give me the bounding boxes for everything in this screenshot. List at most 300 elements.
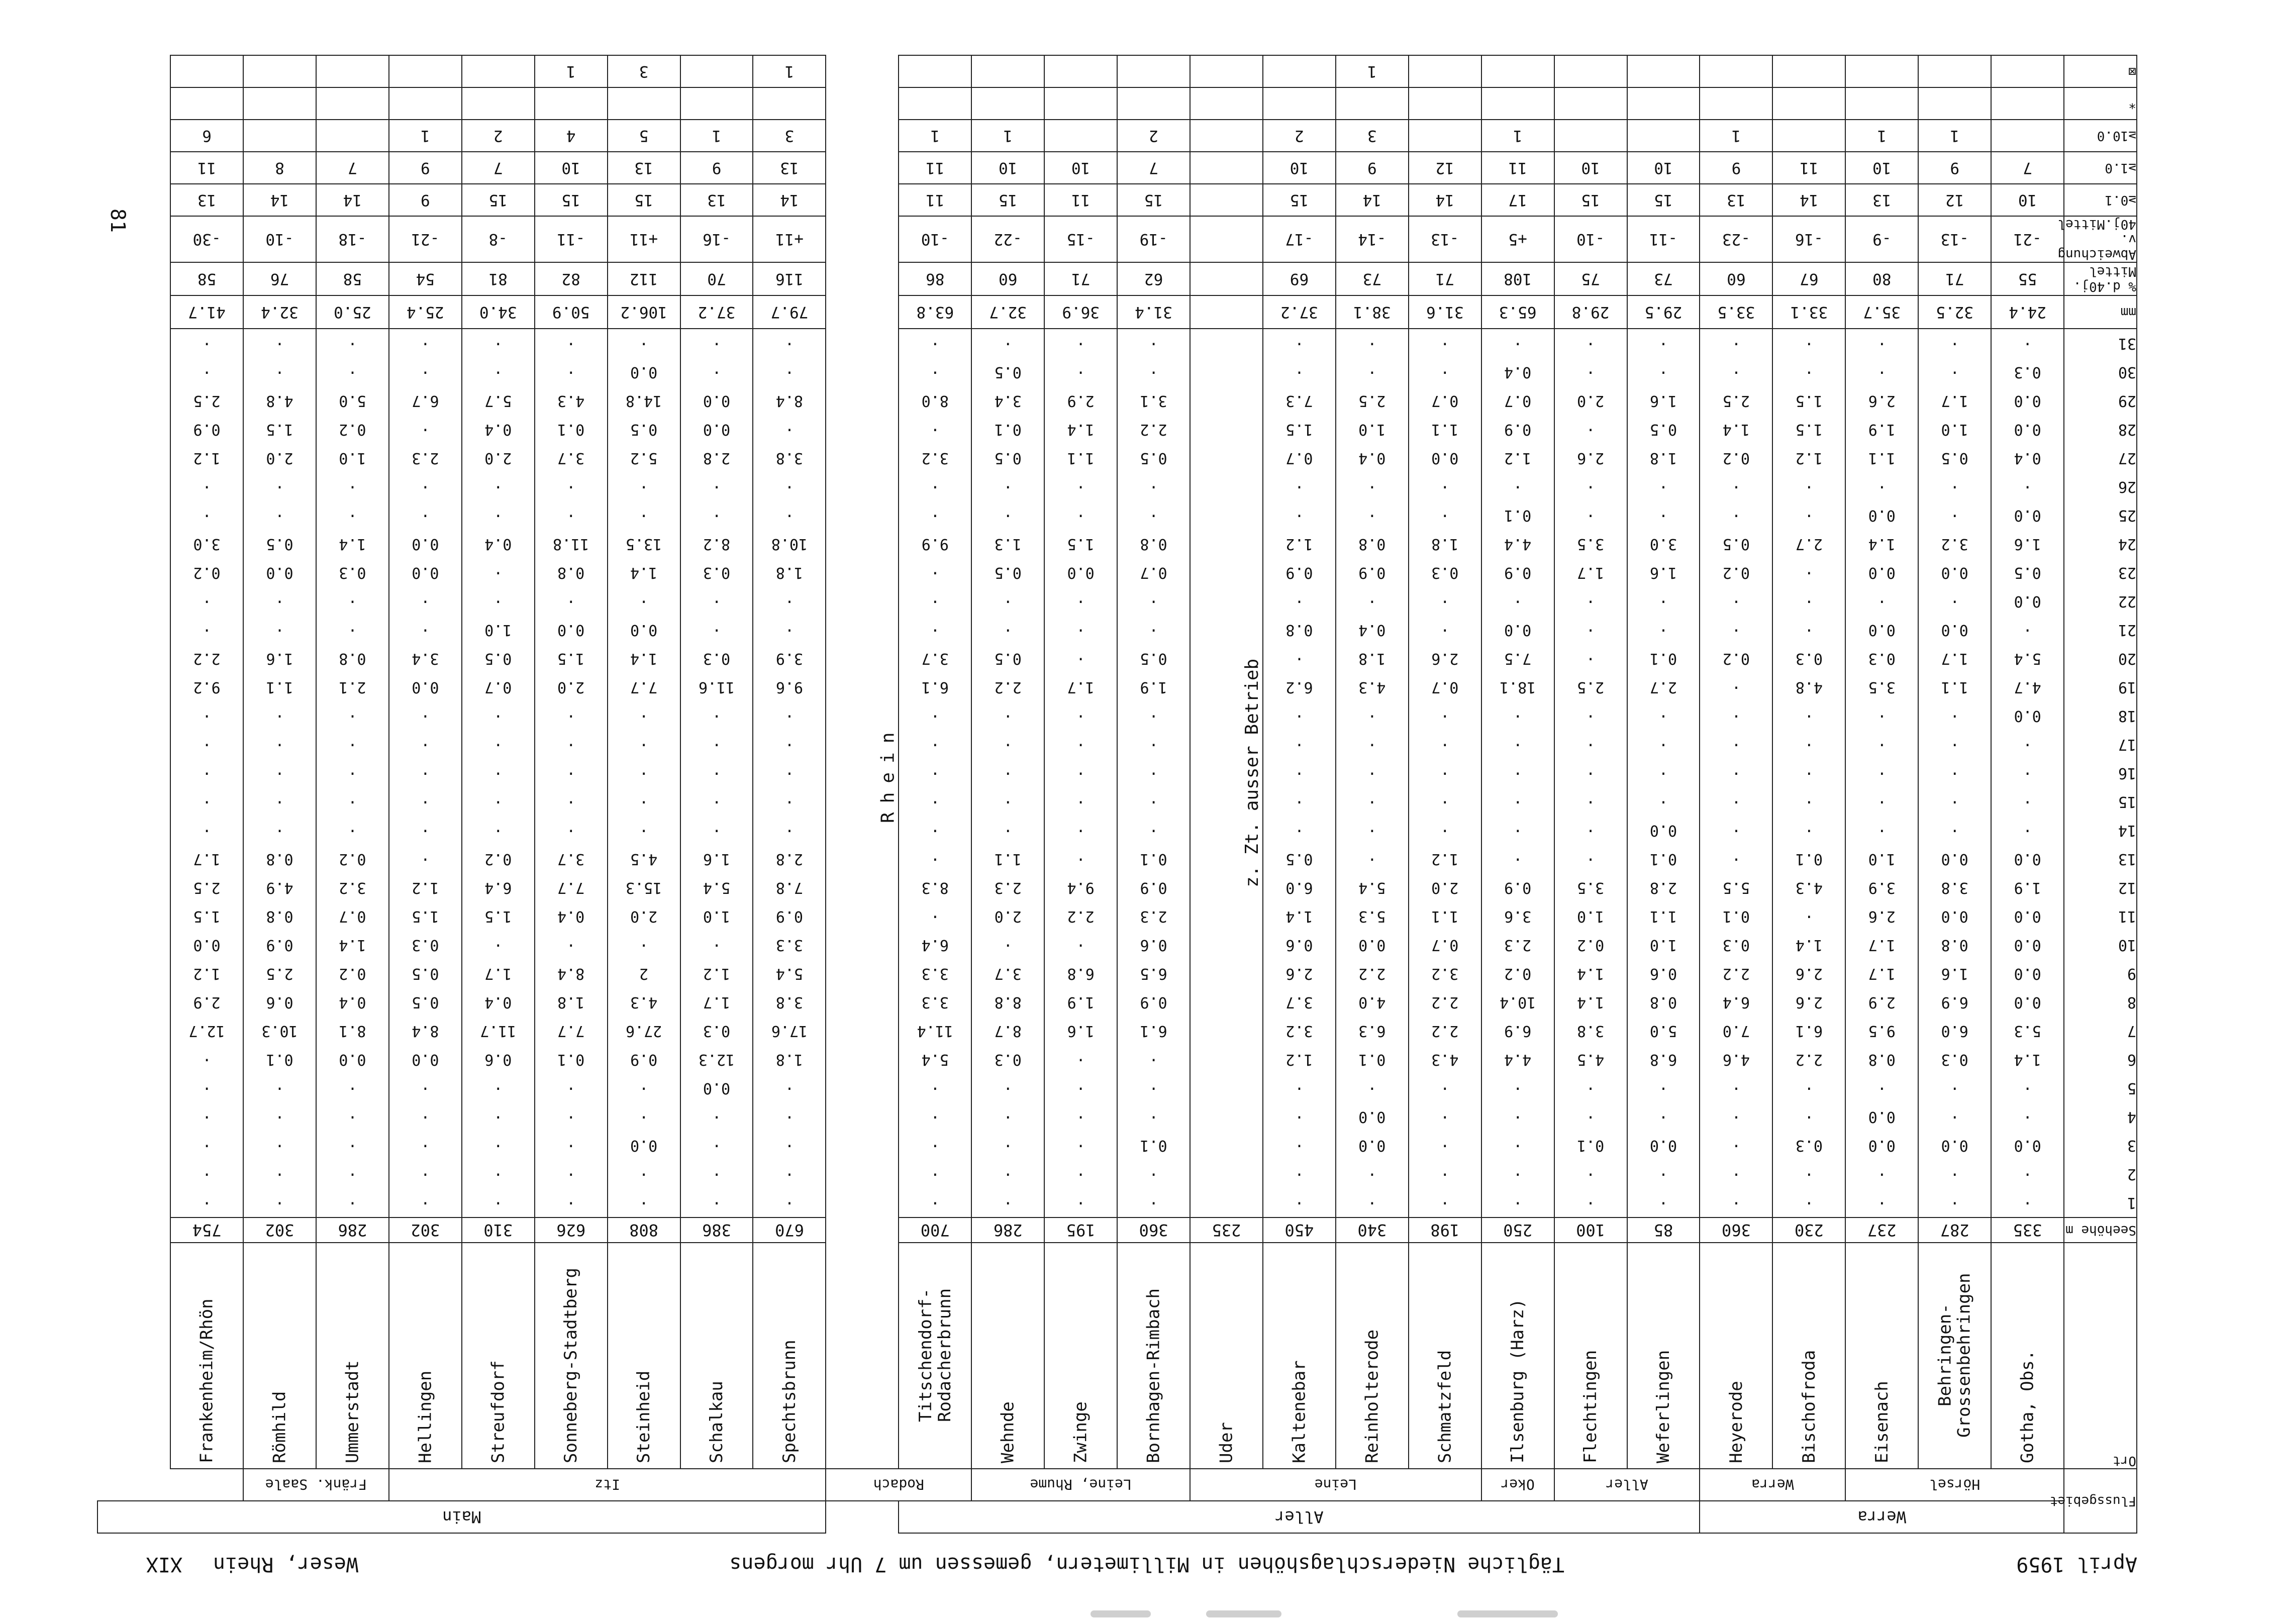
daily-value: 1.6 — [266, 650, 293, 667]
daily-value: 1.1 — [1868, 449, 1896, 467]
daily-value: · — [493, 1165, 503, 1183]
days-ge-10-0-value: 2 — [1263, 120, 1336, 152]
daily-value: · — [1003, 592, 1013, 610]
daily-value: · — [712, 506, 722, 524]
daily-value: 2.6 — [1868, 392, 1896, 410]
daily-value: · — [1076, 478, 1085, 495]
daily-value: 0.0 — [339, 1051, 366, 1068]
daily-value: 1.2 — [1285, 535, 1313, 553]
daily-value: 2.0 — [266, 449, 293, 467]
daily-value: 1.0 — [1941, 421, 1968, 438]
daily-value: · — [493, 478, 503, 495]
rhein-gap — [826, 329, 899, 1217]
daily-value: · — [784, 478, 794, 495]
station-elevation: 237 — [1845, 1217, 1918, 1243]
daily-value: · — [1658, 793, 1668, 810]
daily-value: · — [930, 793, 940, 810]
daily-value: 1.7 — [1868, 936, 1896, 954]
daily-value: 1.0 — [1649, 936, 1677, 954]
daily-value: · — [1804, 478, 1814, 495]
days-ice-value — [680, 55, 753, 87]
daily-value: · — [1076, 936, 1085, 954]
daily-value: · — [1440, 478, 1450, 495]
daily-value: 0.0 — [630, 363, 658, 381]
daily-value: 0.7 — [1431, 678, 1459, 696]
daily-value: 0.4 — [484, 421, 512, 438]
daily-value: 0.1 — [266, 1051, 293, 1068]
days-ice-value — [170, 55, 243, 87]
daily-value: 1.5 — [1285, 421, 1313, 438]
monthly-sum-value: 33.1 — [1772, 295, 1845, 329]
daily-value: 0.3 — [339, 564, 366, 581]
daily-value: 1.5 — [412, 907, 439, 925]
daily-value: · — [1586, 1108, 1596, 1126]
daily-value: · — [566, 335, 576, 352]
daily-value: · — [1367, 506, 1377, 524]
days-ge-0-1-value: 13 — [680, 184, 753, 216]
days-ge-1-0-value: 10 — [1627, 152, 1700, 184]
rhein-gap — [826, 1243, 899, 1469]
daily-value: · — [784, 736, 794, 753]
daily-value: 8.4 — [775, 392, 804, 410]
daily-value: 1.4 — [1067, 421, 1095, 438]
daily-value: 0.5 — [266, 535, 293, 553]
daily-value: · — [1731, 363, 1741, 381]
daily-value: · — [348, 506, 357, 524]
daily-value: 4.7 — [2014, 678, 2041, 696]
daily-value: 3.6 — [1504, 907, 1532, 925]
daily-value: 1.8 — [1358, 650, 1386, 667]
days-star-value — [170, 87, 243, 120]
monthly-sum-value: 79.7 — [753, 295, 826, 329]
daily-value: · — [348, 1079, 357, 1097]
station-elevation: 250 — [1481, 1217, 1554, 1243]
daily-value: 6.1 — [921, 678, 949, 696]
daily-value: 8.2 — [703, 535, 731, 553]
daily-value: · — [1003, 822, 1013, 839]
daily-value: · — [1731, 764, 1741, 782]
daily-value: · — [1804, 363, 1814, 381]
daily-value: · — [1295, 1165, 1304, 1183]
daily-value: · — [1003, 736, 1013, 753]
daily-value: · — [566, 1108, 576, 1126]
station-elevation: 198 — [1409, 1217, 1481, 1243]
days-star-value — [1700, 87, 1772, 120]
days-ice-value — [1772, 55, 1845, 87]
daily-value: 1.3 — [994, 535, 1022, 553]
days-ge-1-0-value: 9 — [1700, 152, 1772, 184]
station-elevation: 195 — [1044, 1217, 1117, 1243]
daily-value: · — [275, 506, 284, 524]
deviation-value: -8 — [462, 216, 535, 262]
days-ice-value — [1845, 55, 1918, 87]
station-elevation: 670 — [753, 1217, 826, 1243]
daily-value: 2.7 — [1649, 678, 1677, 696]
station-daily-column — [971, 329, 1044, 1217]
daily-value: 0.1 — [994, 421, 1022, 438]
daily-value: · — [784, 1108, 794, 1126]
daily-value: 0.3 — [1431, 564, 1459, 581]
days-ge-10-0-value: 3 — [753, 120, 826, 152]
daily-value: 1.0 — [703, 907, 731, 925]
daily-value: · — [1950, 1108, 1959, 1126]
days-ge-1-0-label: ≥1.0 — [2064, 152, 2137, 184]
daily-value: · — [1586, 335, 1596, 352]
daily-value: 11.6 — [698, 678, 735, 696]
daily-value: 3.9 — [1868, 879, 1896, 896]
daily-value: · — [1295, 650, 1304, 667]
deviation-value: -16 — [1772, 216, 1845, 262]
out-of-service-note: z. Zt. ausser Betrieb — [1241, 658, 1262, 888]
daily-value: 1.7 — [1577, 564, 1605, 581]
daily-value: 0.0 — [1868, 564, 1896, 581]
deviation-value: -14 — [1336, 216, 1409, 262]
days-star-value — [1409, 87, 1481, 120]
daily-value: 0.0 — [2014, 392, 2041, 410]
daily-value: · — [1950, 1079, 1959, 1097]
monthly-sum-value: 41.7 — [170, 295, 243, 329]
daily-value: · — [1513, 592, 1523, 610]
days-ge-0-1-row — [97, 184, 2137, 216]
station-name: Wehnde — [998, 1401, 1018, 1463]
daily-value: 0.0 — [2014, 965, 2041, 982]
deviation-value: -22 — [971, 216, 1044, 262]
daily-value: 1.1 — [1067, 449, 1095, 467]
daily-value: · — [348, 736, 357, 753]
days-star-value — [1190, 87, 1263, 120]
daily-value: 6.0 — [1941, 1022, 1968, 1040]
daily-value: 0.3 — [1868, 650, 1896, 667]
station-name-row — [97, 1243, 2137, 1469]
daily-value: 0.7 — [1431, 936, 1459, 954]
tributary-label: Itz — [389, 1469, 826, 1501]
days-star-value — [1336, 87, 1409, 120]
daily-value: · — [712, 478, 722, 495]
days-ge-0-1-value: 11 — [899, 184, 971, 216]
daily-value: 3.3 — [921, 965, 949, 982]
station-name-cell — [608, 1243, 680, 1469]
days-ice-value — [899, 55, 971, 87]
station-name: Zwinge — [1070, 1401, 1091, 1463]
daily-value: · — [1513, 707, 1523, 725]
daily-value: · — [348, 1108, 357, 1126]
deviation-value: -11 — [1627, 216, 1700, 262]
daily-value: · — [1003, 1108, 1013, 1126]
daily-value: · — [1003, 1194, 1013, 1211]
station-name: Steinheid — [634, 1370, 654, 1463]
daily-value: · — [348, 707, 357, 725]
daily-value: 1.1 — [1941, 678, 1968, 696]
pct-of-mean-value: 71 — [1918, 262, 1991, 295]
daily-value: · — [1658, 736, 1668, 753]
monthly-sum-value: 36.9 — [1044, 295, 1117, 329]
daily-value: · — [275, 1079, 284, 1097]
days-ge-1-0-value: 11 — [170, 152, 243, 184]
rhein-gap — [826, 120, 899, 152]
day-number: 9 — [2127, 965, 2136, 982]
days-ge-0-1-value: 9 — [389, 184, 462, 216]
daily-value: · — [1440, 764, 1450, 782]
daily-value: · — [566, 936, 576, 954]
daily-value: 7.7 — [557, 879, 585, 896]
deviation-value: -13 — [1409, 216, 1481, 262]
station-name: Kaltenebar — [1289, 1360, 1310, 1463]
daily-value: 17.6 — [771, 1022, 808, 1040]
station-elevation: 360 — [1700, 1217, 1772, 1243]
scan-artifact — [1206, 1610, 1281, 1617]
daily-value: · — [1513, 822, 1523, 839]
day-number: 12 — [2118, 879, 2136, 896]
daily-value: · — [1003, 1079, 1013, 1097]
daily-value: 2.2 — [1358, 965, 1386, 982]
deviation-value: -21 — [1991, 216, 2064, 262]
daily-value: 0.9 — [1504, 564, 1532, 581]
day-number: 29 — [2118, 392, 2136, 410]
daily-value: 0.2 — [1722, 564, 1750, 581]
daily-value: · — [712, 793, 722, 810]
daily-value: · — [275, 621, 284, 639]
pct-of-mean-value: 58 — [316, 262, 389, 295]
station-name: Eisenach — [1871, 1381, 1892, 1463]
daily-value: · — [2023, 793, 2032, 810]
daily-value: 0.0 — [2014, 1137, 2041, 1154]
daily-value: · — [1149, 621, 1158, 639]
daily-value: 2.0 — [1577, 392, 1605, 410]
daily-value: 0.6 — [1649, 965, 1677, 982]
daily-value: 1.1 — [994, 850, 1022, 868]
rhein-gap — [826, 87, 899, 120]
days-star-value — [1772, 87, 1845, 120]
station-daily-column — [316, 329, 389, 1217]
daily-value: 3.9 — [775, 650, 804, 667]
daily-value: 0.0 — [1941, 1137, 1968, 1154]
daily-value: · — [1149, 1108, 1158, 1126]
daily-value: 2.9 — [1868, 993, 1896, 1011]
daily-value: 9.4 — [1067, 879, 1095, 896]
days-ge-1-0-value: 10 — [535, 152, 608, 184]
daily-value: 0.2 — [1722, 449, 1750, 467]
daily-value: · — [1877, 764, 1887, 782]
daily-value: 0.0 — [1868, 621, 1896, 639]
daily-value: 0.5 — [994, 449, 1022, 467]
header-section: XIX — [146, 1553, 182, 1576]
daily-value: 0.1 — [1649, 850, 1677, 868]
station-name: Hellingen — [415, 1370, 436, 1463]
daily-value: 2.2 — [1067, 907, 1095, 925]
daily-value: 5.4 — [703, 879, 731, 896]
daily-value: · — [784, 1079, 794, 1097]
daily-value: 7.5 — [1504, 650, 1532, 667]
station-name: Weferlingen — [1653, 1350, 1674, 1463]
days-star-value — [1554, 87, 1627, 120]
daily-value: · — [1950, 1194, 1959, 1211]
station-elevation: 335 — [1991, 1217, 2064, 1243]
daily-value: 1.4 — [1795, 936, 1823, 954]
station-name: Heyerode — [1726, 1381, 1746, 1463]
days-ge-1-0-value: 9 — [1336, 152, 1409, 184]
station-name: Schmatzfeld — [1435, 1350, 1455, 1463]
days-ice-value — [1409, 55, 1481, 87]
daily-value: 3.5 — [1868, 678, 1896, 696]
daily-value: 3.8 — [775, 993, 804, 1011]
daily-value: 1.0 — [339, 449, 366, 467]
daily-value: · — [1513, 335, 1523, 352]
station-daily-column — [1991, 329, 2064, 1217]
daily-value: 3.5 — [1577, 535, 1605, 553]
daily-value: · — [930, 907, 940, 925]
daily-value: · — [493, 1137, 503, 1154]
daily-value: 0.4 — [1358, 449, 1386, 467]
daily-value: · — [1877, 363, 1887, 381]
days-ge-1-0-value: 7 — [1991, 152, 2064, 184]
daily-value: 1.5 — [1067, 535, 1095, 553]
daily-value: · — [421, 1137, 430, 1154]
daily-value: · — [1731, 793, 1741, 810]
station-elevation: 700 — [899, 1217, 971, 1243]
daily-value: · — [202, 506, 212, 524]
day-number: 6 — [2127, 1051, 2136, 1068]
daily-value: 0.0 — [1868, 1108, 1896, 1126]
daily-value: · — [930, 506, 940, 524]
day-number: 21 — [2118, 621, 2136, 639]
daily-value: 2.2 — [1431, 1022, 1459, 1040]
daily-value: · — [2023, 1079, 2032, 1097]
monthly-sum-value: 38.1 — [1336, 295, 1409, 329]
daily-value: 3.2 — [339, 879, 366, 896]
days-ge-0-1-value: 15 — [1263, 184, 1336, 216]
deviation-label: Abweichung v. 40j.Mittel — [2057, 217, 2136, 262]
daily-value: 3.4 — [994, 392, 1022, 410]
main-river-1: Werra — [1700, 1501, 2064, 1533]
daily-value: 0.1 — [1722, 907, 1750, 925]
daily-value: 2.2 — [1722, 965, 1750, 982]
daily-value: 0.4 — [557, 907, 585, 925]
daily-value: · — [1877, 736, 1887, 753]
daily-value: 1.6 — [703, 850, 731, 868]
days-star-value — [535, 87, 608, 120]
daily-value: 0.7 — [339, 907, 366, 925]
daily-value: 0.5 — [1722, 535, 1750, 553]
monthly-sum-value: 31.4 — [1117, 295, 1190, 329]
daily-value: · — [1513, 850, 1523, 868]
daily-value: 5.4 — [2014, 650, 2041, 667]
tributary-row — [97, 1469, 2137, 1501]
daily-value: · — [1586, 650, 1596, 667]
daily-value: · — [1731, 621, 1741, 639]
daily-value: · — [930, 850, 940, 868]
daily-value: · — [639, 1108, 649, 1126]
daily-value: · — [784, 621, 794, 639]
daily-value: · — [1367, 707, 1377, 725]
daily-value: 4.8 — [266, 392, 293, 410]
days-ge-0-1-value: 13 — [1700, 184, 1772, 216]
days-ge-0-1-value: 13 — [1845, 184, 1918, 216]
days-star-value — [316, 87, 389, 120]
daily-value: 0.5 — [484, 650, 512, 667]
daily-value: 0.8 — [1358, 535, 1386, 553]
daily-value: 5.4 — [1358, 879, 1386, 896]
daily-value: · — [202, 1108, 212, 1126]
daily-value: · — [1295, 363, 1304, 381]
daily-value: · — [1076, 335, 1085, 352]
daily-value: 0.0 — [630, 1137, 658, 1154]
daily-value: · — [1731, 678, 1741, 696]
day-number: 13 — [2118, 850, 2136, 868]
daily-value: 0.0 — [1067, 564, 1095, 581]
daily-value: 3.8 — [1941, 879, 1968, 896]
days-ge-0-1-label: ≥0.1 — [2064, 184, 2137, 216]
daily-value: · — [1295, 335, 1304, 352]
daily-value: · — [1367, 793, 1377, 810]
station-daily-column — [1117, 329, 1190, 1217]
daily-value: 0.0 — [1941, 850, 1968, 868]
daily-value: · — [1367, 335, 1377, 352]
station-daily-column — [753, 329, 826, 1217]
daily-value: · — [566, 793, 576, 810]
station-elevation: 235 — [1190, 1217, 1263, 1243]
daily-value: 1.7 — [1067, 678, 1095, 696]
daily-value: 6.5 — [1140, 965, 1167, 982]
daily-value: · — [1731, 1108, 1741, 1126]
daily-value: 1.6 — [1941, 965, 1968, 982]
days-ge-10-0-value — [1991, 120, 2064, 152]
daily-value: · — [712, 736, 722, 753]
days-ge-10-0-value: 1 — [389, 120, 462, 152]
station-daily-column — [462, 329, 535, 1217]
daily-value: 6.4 — [484, 879, 512, 896]
daily-value: 7.8 — [775, 879, 804, 896]
daily-value: 15.3 — [625, 879, 662, 896]
daily-value: 2.9 — [1067, 392, 1095, 410]
daily-value: · — [275, 764, 284, 782]
daily-value: · — [421, 1079, 430, 1097]
daily-value: 0.1 — [1140, 1137, 1167, 1154]
daily-value: · — [1440, 736, 1450, 753]
days-ge-1-0-value: 9 — [1918, 152, 1991, 184]
daily-value: · — [1367, 822, 1377, 839]
daily-value: 1.6 — [2014, 535, 2041, 553]
day-number: 15 — [2118, 793, 2136, 810]
day-number: 27 — [2118, 449, 2136, 467]
pct-of-mean-value: 86 — [899, 262, 971, 295]
daily-value: 0.0 — [1941, 564, 1968, 581]
days-ice-value: 1 — [753, 55, 826, 87]
daily-value: · — [421, 793, 430, 810]
daily-value: · — [1586, 363, 1596, 381]
daily-value: 3.3 — [775, 936, 804, 954]
daily-value: · — [1658, 592, 1668, 610]
daily-value: · — [1367, 1194, 1377, 1211]
daily-value: · — [1950, 506, 1959, 524]
daily-value: · — [202, 1165, 212, 1183]
pct-of-mean-label: % d.40j. Mittel — [2064, 262, 2137, 295]
deviation-value: -13 — [1918, 216, 1991, 262]
daily-value: 2.5 — [193, 879, 221, 896]
pct-of-mean-value: 73 — [1627, 262, 1700, 295]
days-ge-0-1-value: 11 — [1044, 184, 1117, 216]
station-daily-column — [243, 329, 316, 1217]
daily-value: · — [1076, 1108, 1085, 1126]
daily-value: 1.1 — [1431, 907, 1459, 925]
daily-value: · — [712, 335, 722, 352]
daily-value: · — [930, 1108, 940, 1126]
daily-value: 0.8 — [339, 650, 366, 667]
daily-value: · — [784, 793, 794, 810]
days-star-value — [1044, 87, 1117, 120]
daily-value: · — [1003, 478, 1013, 495]
rhein-gap — [826, 184, 899, 216]
daily-value: · — [1877, 707, 1887, 725]
